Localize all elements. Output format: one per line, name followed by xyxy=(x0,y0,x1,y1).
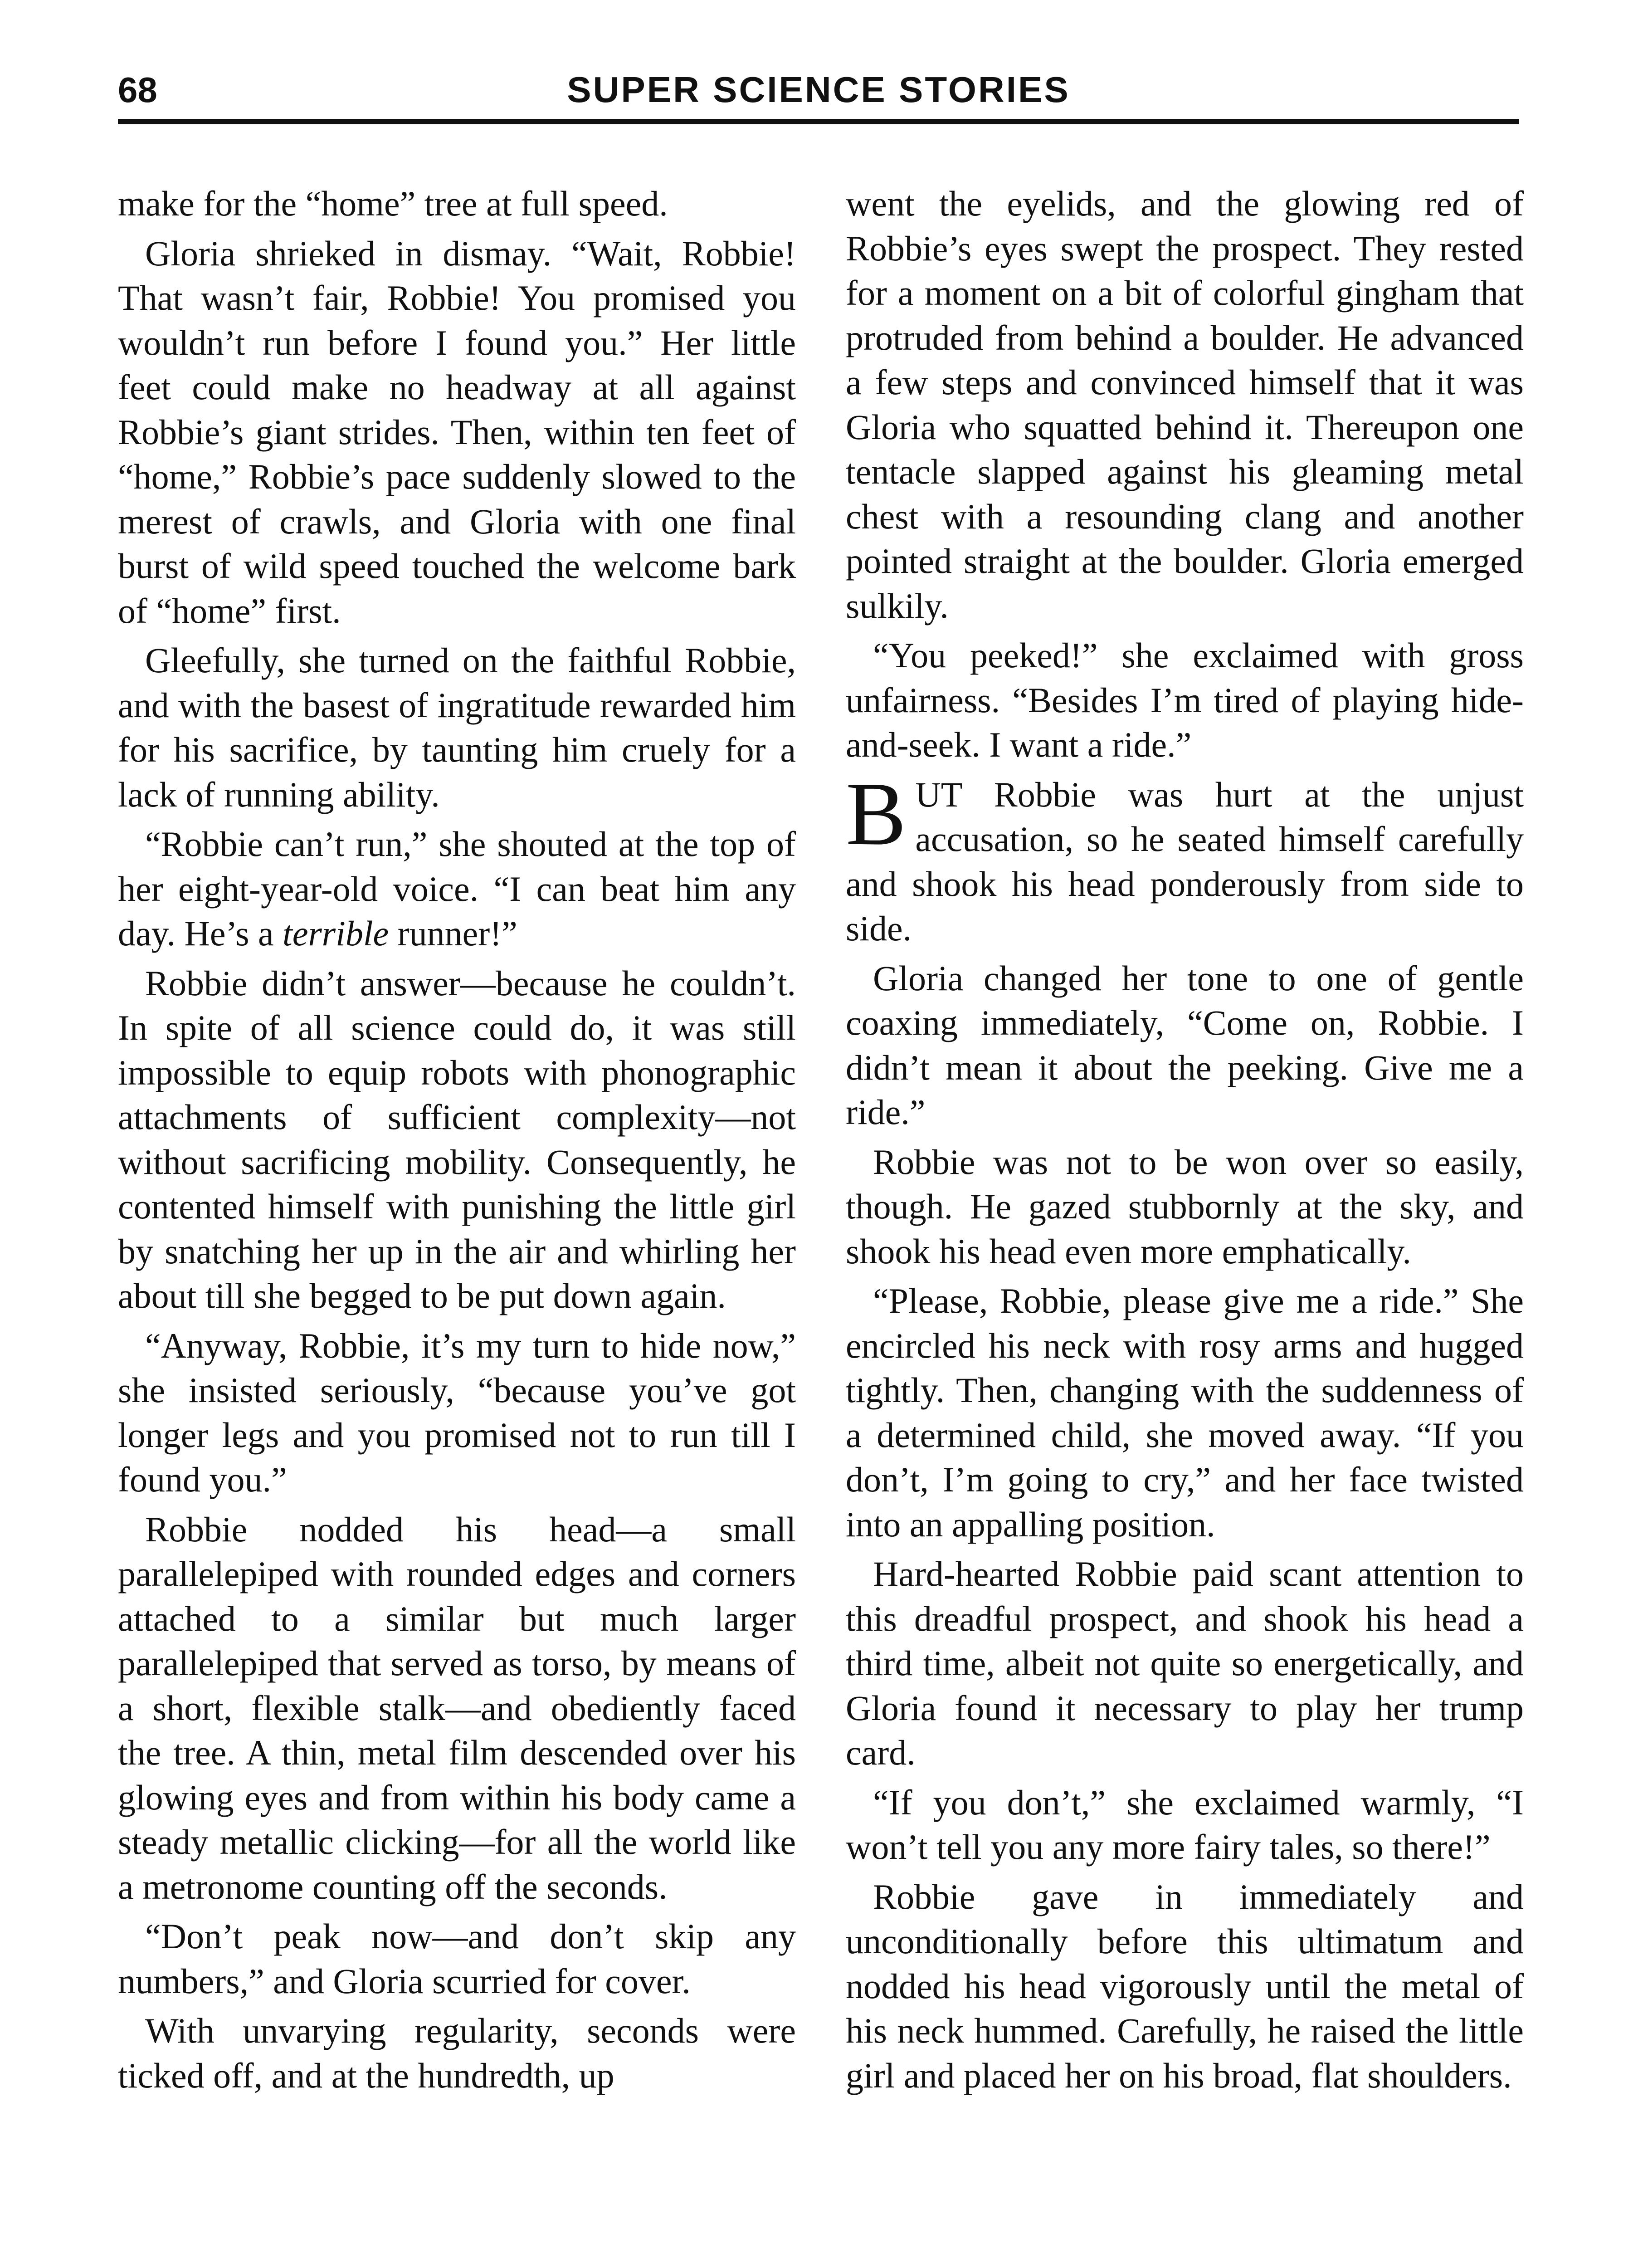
paragraph: With unvarying regularity, seconds were ticked off, and at the hundredth, up xyxy=(118,2011,796,2095)
paragraph: Gloria shrieked in dismay. “Wait, Robbie! That wasn’t fair, Robbie! You promised you wouldn’t run before I found you.” Her little feet could make no headway at all against Robbie’s giant strides. Then, within ten feet of “home,” Robbie’s pace suddenly slowed to the merest of crawls, and Gloria with one final burst of wild speed touched the welcome bark of “home” first. xyxy=(118,233,796,631)
paragraph: Hard-hearted Robbie paid scant attention to this dreadful prospect, and shook his head a third time, albeit not quite so energetically, and Gloria found it necessary to play her trump card. xyxy=(846,1554,1524,1772)
paragraph: “Please, Robbie, please give me a ride.” She encircled his neck with rosy arms and hugged tightly. Then, changing with the suddenness of a determined child, she moved away. “If you don’t, I’m going to cry,” and her face twisted into an appalling position. xyxy=(846,1281,1524,1544)
section-paragraph xyxy=(846,763,1524,951)
paragraph: “You peeked!” she exclaimed with gross unfairness. “Besides I’m tired of playing hide-and-seek. I want a ride.” xyxy=(846,635,1524,764)
paragraph: “If you don’t,” she exclaimed warmly, “I won’t tell you any more fairy tales, so there!” xyxy=(846,1782,1524,1867)
paragraph: Robbie was not to be won over so easily, though. He gazed stubbornly at the sky, and shook his head even more emphatically. xyxy=(846,1142,1524,1271)
magazine-title: SUPER SCIENCE STORIES xyxy=(567,69,1070,110)
paragraph xyxy=(118,822,796,956)
emphasis-text: terrible xyxy=(283,914,389,953)
page-header xyxy=(118,64,1519,122)
paragraph: make for the “home” tree at full speed. xyxy=(118,184,668,223)
page-number: 68 xyxy=(118,70,157,110)
paragraph: Robbie didn’t answer—because he couldn’t. In spite of all science could do, it was still impossible to equip robots with phonographic attachments of sufficient complexity—not without sacrificing mobility. Consequently, he contented himself with punishing the little girl by snatching her up in the air and whirling her about till she begged to be put down again. xyxy=(118,963,796,1315)
paragraph: Gleefully, she turned on the faithful Robbie, and with the basest of ingratitude rewarded him for his sacrifice, by taunting him cruely for a lack of running ability. xyxy=(118,640,796,814)
paragraph: Robbie gave in immediately and unconditionally before this ultimatum and nodded his head vigorously until the metal of his neck hummed. Carefully, he raised the little girl and placed her on his broad, flat shoulders. xyxy=(846,1877,1524,2095)
paragraph-text: “Robbie can’t run,” she shouted at the top of her eight-year-old voice. “I can beat him any day. He’s a xyxy=(118,824,796,953)
paragraph: went the eyelids, and the glowing red of Robbie’s eyes swept the prospect. They rested for a moment on a bit of colorful gingham that protruded from behind a boulder. He advanced a few steps and convinced himself that it was Gloria who squatted behind it. Thereupon one tentacle slapped against his gleaming metal chest with a resounding clang and another pointed straight at the boulder. Gloria emerged sulkily. xyxy=(846,184,1524,626)
left-column xyxy=(118,181,796,2268)
drop-cap: B xyxy=(846,763,907,864)
paragraph-text: runner!” xyxy=(389,914,517,953)
paragraph-text: UT Robbie was hurt at the unjust accusation, so he seated himself carefully and shook his head ponderously from side to side. xyxy=(846,774,1524,948)
paragraph: “Don’t peak now—and don’t skip any numbers,” and Gloria scurried for cover. xyxy=(118,1916,796,2001)
paragraph: “Anyway, Robbie, it’s my turn to hide now,” she insisted seriously, “because you’ve got longer legs and you promised not to run till I found you.” xyxy=(118,1325,796,1499)
paragraph: Gloria changed her tone to one of gentle coaxing immediately, “Come on, Robbie. I didn’t mean it about the peeking. Give me a ride.” xyxy=(846,958,1524,1132)
right-column xyxy=(846,181,1524,2268)
paragraph: Robbie nodded his head—a small parallelepiped with rounded edges and corners attached to a similar but much larger parallelepiped that served as torso, by means of a short, flexible stalk—and obediently faced the tree. A thin, metal film descended over his glowing eyes and from within his body came a steady metallic clicking—for all the world like a metronome counting off the seconds. xyxy=(118,1509,796,1906)
header-rule xyxy=(118,119,1519,124)
